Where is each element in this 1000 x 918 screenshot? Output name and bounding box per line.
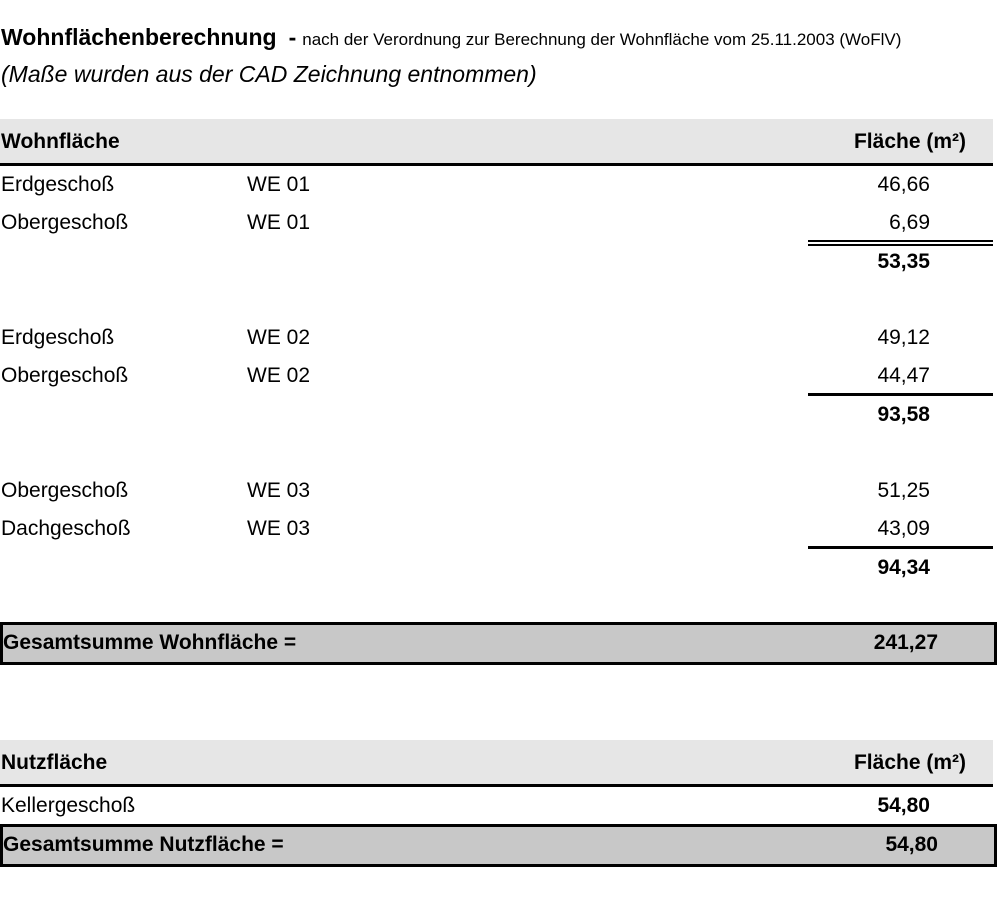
floor-label: Kellergeschoß: [1, 794, 136, 817]
unit-label: WE 03: [247, 479, 311, 502]
area-value: 6,69: [889, 211, 930, 234]
wohnflaeche-header-unit: Fläche (m²): [853, 130, 966, 153]
table-row: [0, 794, 1000, 824]
area-value: 43,09: [877, 517, 930, 540]
wohnflaeche-total: [0, 622, 997, 665]
subtotal-row: [0, 403, 1000, 433]
area-value: 54,80: [877, 794, 930, 817]
title-dash: -: [288, 24, 297, 50]
area-value: 49,12: [877, 326, 930, 349]
floor-label: Erdgeschoß: [1, 173, 115, 196]
table-row: [0, 517, 1000, 547]
title-main: Wohnflächenberechnung: [1, 24, 277, 50]
area-value: 51,25: [877, 479, 930, 502]
subtotal-value: 93,58: [877, 403, 930, 426]
table-row: [0, 211, 1000, 241]
table-row: [0, 326, 1000, 356]
table-row: [0, 173, 1000, 203]
floor-label: Dachgeschoß: [1, 517, 131, 540]
unit-label: WE 02: [247, 364, 311, 387]
unit-label: WE 02: [247, 326, 311, 349]
floor-label: Obergeschoß: [1, 364, 129, 387]
nutzflaeche-header: [0, 740, 993, 787]
unit-label: WE 01: [247, 173, 311, 196]
floor-label: Obergeschoß: [1, 211, 129, 234]
subtotal-value: 53,35: [877, 250, 930, 273]
wohnflaeche-header-label: Wohnfläche: [1, 130, 120, 153]
unit-label: WE 03: [247, 517, 311, 540]
area-value: 46,66: [877, 173, 930, 196]
subtotal-divider: [808, 546, 993, 549]
floor-label: Obergeschoß: [1, 479, 129, 502]
subtotal-divider: [808, 393, 993, 396]
subtotal-divider: [808, 240, 993, 246]
area-value: 44,47: [877, 364, 930, 387]
subtotal-row: [0, 556, 1000, 586]
title-regulation: nach der Verordnung zur Berechnung der Wohnfläche vom 25.11.2003 (WoFlV): [302, 30, 902, 49]
subtotal-value: 94,34: [877, 556, 930, 579]
nutzflaeche-total: [0, 824, 997, 867]
nutzflaeche-total-value: 54,80: [885, 833, 938, 856]
document-title: [1, 24, 901, 51]
wohnflaeche-total-value: 241,27: [873, 631, 938, 654]
wohnflaeche-header: [0, 119, 993, 166]
table-row: [0, 364, 1000, 394]
table-row: [0, 479, 1000, 509]
subtotal-row: [0, 250, 1000, 280]
unit-label: WE 01: [247, 211, 311, 234]
wohnflaeche-total-label: Gesamtsumme Wohnfläche =: [3, 631, 297, 654]
document-subtitle: (Maße wurden aus der CAD Zeichnung entnommen): [1, 61, 537, 87]
floor-label: Erdgeschoß: [1, 326, 115, 349]
nutzflaeche-header-label: Nutzfläche: [1, 751, 108, 774]
nutzflaeche-total-label: Gesamtsumme Nutzfläche =: [3, 833, 284, 856]
nutzflaeche-header-unit: Fläche (m²): [853, 751, 966, 774]
